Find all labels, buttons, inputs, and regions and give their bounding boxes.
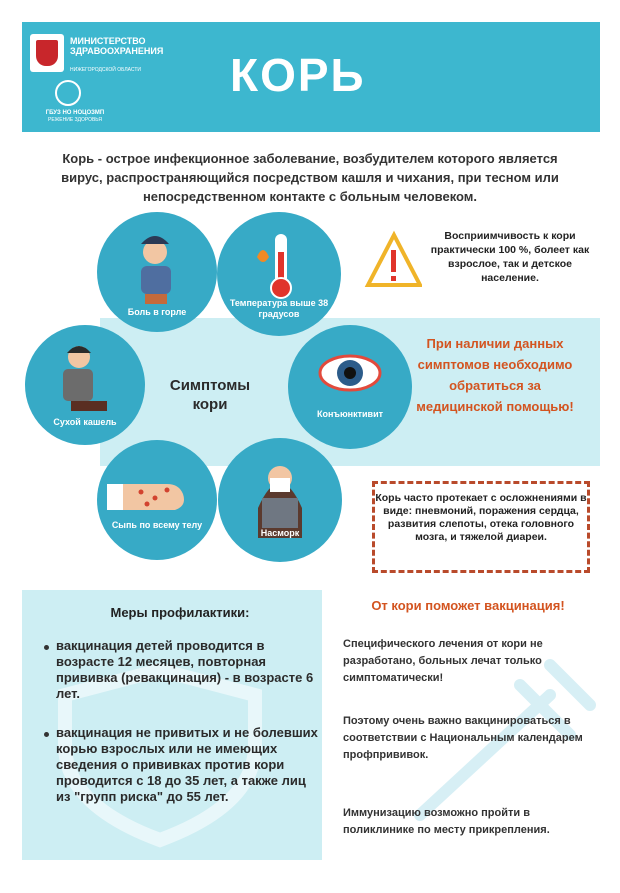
person-tissue-icon <box>218 438 342 562</box>
susceptibility-note: Восприимчивость к кори практически 100 %, болеет как взрослое, так и детское население. <box>430 230 590 284</box>
health-center-logo-icon <box>55 80 81 106</box>
ministry-name <box>70 36 200 56</box>
ministry-region: НИЖЕГОРОДСКОЙ ОБЛАСТИ <box>70 67 141 73</box>
symptom-rash <box>97 440 217 560</box>
coat-of-arms-icon <box>30 34 64 72</box>
symptom-sore-throat <box>97 212 217 332</box>
prevention-item: вакцинация детей проводится в возрасте 12 месяцев, повторная прививка (ревакцинация) - в возрасте 6 лет. <box>56 638 314 701</box>
warning-icon <box>362 225 422 295</box>
symptom-runny-nose <box>218 438 342 562</box>
symptom-label: Насморк <box>260 528 300 538</box>
vaccination-title: От кори поможет вакцинация! <box>371 598 565 613</box>
vaccination-paragraph: Специфического лечения от кори не разработано, больных лечат только симптоматически! <box>343 638 543 684</box>
ministry-line2: ЗДРАВООХРАНЕНИЯ <box>70 46 164 56</box>
eye-icon <box>288 325 412 449</box>
symptom-conjunctivitis <box>288 325 412 449</box>
symptoms-heading: Симптомы кори <box>169 377 251 413</box>
health-center-name <box>30 110 120 124</box>
page-title: КОРЬ <box>230 49 366 101</box>
complications-text: Корь часто протекает с осложнениями в виде: пневмоний, поражения сердца, развития слепоты, отека головного мозга, и тяжелой диареи. <box>375 492 587 543</box>
intro-text: Корь - острое инфекционное заболевание, возбудителем которого является вирус, распространяющийся посредством кашля и чихания, при тесном или непосредственном контакте с больным человеком. <box>61 151 559 204</box>
center-line1: ГБУЗ НО НОЦОЗМП <box>45 110 105 116</box>
bullet <box>44 645 49 650</box>
symptom-label: Температура выше 38 градусов <box>229 298 329 319</box>
symptom-label: Сухой кашель <box>53 417 117 427</box>
ministry-line1: МИНИСТЕРСТВО <box>70 36 146 46</box>
symptom-label: Сыпь по всему телу <box>111 520 203 530</box>
vaccination-paragraph: Иммунизацию возможно пройти в поликлинике по месту прикрепления. <box>343 807 550 836</box>
symptom-dry-cough <box>25 325 145 445</box>
symptom-label: Боль в горле <box>127 307 187 317</box>
hand-rash-icon <box>97 440 217 560</box>
call-to-action: При наличии данных симптомов необходимо обратиться за медицинской помощью! <box>416 336 574 414</box>
symptom-temperature <box>217 212 341 336</box>
complications-box <box>372 481 590 573</box>
prevention-item: вакцинация не привитых и не болевших корью взрослых или не имеющих сведения о прививках против кори проводится с 18 до 35 лет, а также лиц из "групп риска" до 55 лет. <box>56 725 318 804</box>
prevention-title: Меры профилактики: <box>110 605 250 620</box>
center-line2: РЕЖЕНИЕ ЗДОРОВЬЯ <box>48 117 102 123</box>
vaccination-paragraph: Поэтому очень важно вакцинироваться в соответствии с Национальным календарем профпрививок. <box>343 715 583 761</box>
bullet <box>44 732 49 737</box>
symptom-label: Конъюнктивит <box>316 409 384 419</box>
